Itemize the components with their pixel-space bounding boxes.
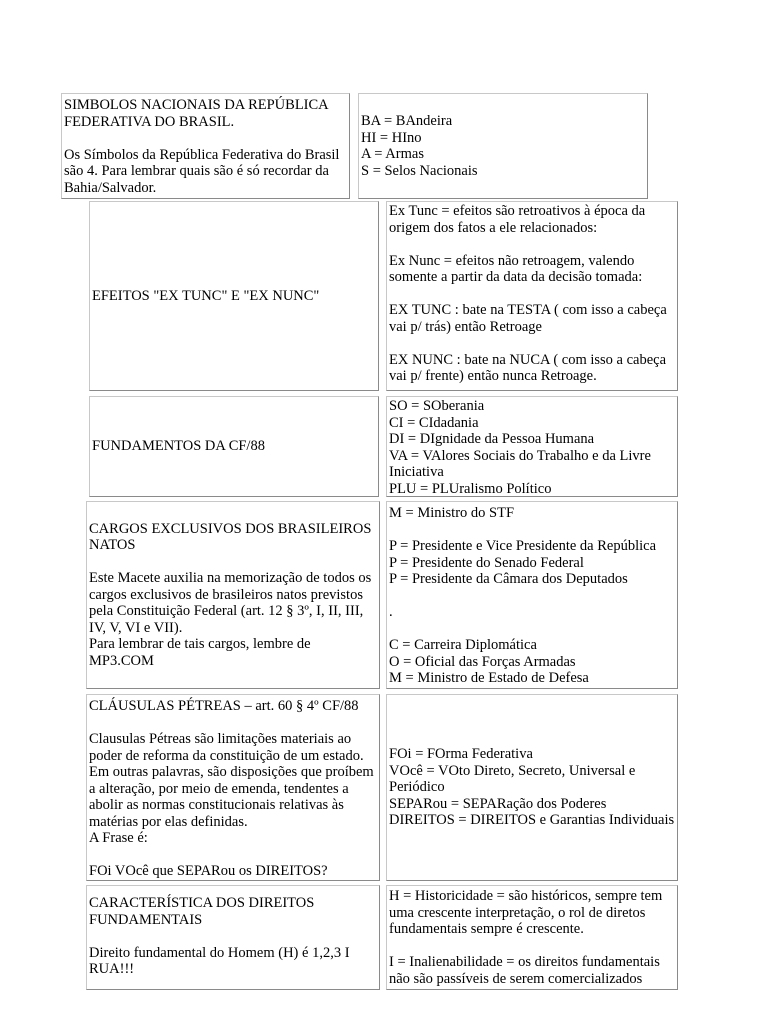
fundamentos-mnemonic-cell xyxy=(386,396,678,497)
ex-tunc-mnemonic: EX TUNC : bate na TESTA ( com isso a cabeça vai p/ trás) então Retroage xyxy=(389,302,671,335)
ex-tunc-title: EFEITOS "EX TUNC" E "EX NUNC" xyxy=(92,287,320,304)
clausulas-mnemonic-cell xyxy=(386,694,678,881)
cargos-title-cell xyxy=(86,501,380,689)
ex-nunc-definition: Ex Nunc = efeitos não retroagem, valendo somente a partir da data da decisão tomada: xyxy=(389,252,643,285)
direitos-description: Direito fundamental do Homem (H) é 1,2,3 I RUA!!! xyxy=(89,944,354,977)
ex-nunc-mnemonic: EX NUNC : bate na NUCA ( com isso a cabeça vai p/ frente) então nunca Retroage. xyxy=(389,351,670,384)
clausulas-title-cell xyxy=(86,694,380,881)
mnemonic-line: BA = BAndeira xyxy=(361,113,453,129)
mnemonic-line: PLU = PLUralismo Político xyxy=(389,480,552,497)
mnemonic-line: VA = VAlores Sociais do Trabalho e da Livre Iniciativa xyxy=(389,447,655,480)
clausulas-title: CLÁUSULAS PÉTREAS – art. 60 § 4º CF/88 xyxy=(89,698,359,714)
mnemonic-line: S = Selos Nacionais xyxy=(361,162,478,179)
mnemonic-line: DI = DIgnidade da Pessoa Humana xyxy=(389,431,595,447)
mnemonic-line: CI = CIdadania xyxy=(389,414,479,431)
ex-tunc-title-cell xyxy=(89,201,379,391)
mnemonic-line: SO = SOberania xyxy=(389,398,485,414)
mnemonic-line: VOcê = VOto Direto, Secreto, Universal e Periódico xyxy=(389,762,639,796)
mnemonic-line: SEPARou = SEPARação dos Poderes xyxy=(389,795,607,812)
clausulas-phrase-label: A Frase é: xyxy=(89,830,148,846)
mnemonic-line: C = Carreira Diplomática xyxy=(389,637,537,653)
cargos-title: CARGOS EXCLUSIVOS DOS BRASILEIROS NATOS xyxy=(89,520,376,554)
fundamentos-title: FUNDAMENTOS DA CF/88 xyxy=(92,438,265,455)
mnemonic-line: P = Presidente da Câmara dos Deputados xyxy=(389,571,628,587)
cargos-mnemonic-cell xyxy=(386,501,678,689)
clausulas-phrase: FOi VOcê que SEPARou os DIREITOS? xyxy=(89,863,328,879)
mnemonic-line: FOi = FOrma Federativa xyxy=(389,746,533,763)
mnemonic-line: O = Oficial das Forças Armadas xyxy=(389,653,576,670)
direitos-title: CARACTERÍSTICA DOS DIREITOS FUNDAMENTAIS xyxy=(89,895,318,928)
mnemonic-line: P = Presidente do Senado Federal xyxy=(389,554,584,571)
mnemonic-line: HI = HIno xyxy=(361,129,422,146)
mnemonic-line: P = Presidente e Vice Presidente da República xyxy=(389,538,657,554)
mnemonic-line: I = Inalienabilidade = os direitos fundamentais não são passíveis de serem comercializados xyxy=(389,954,664,987)
ex-tunc-description-cell xyxy=(386,201,678,391)
mnemonic-line: M = Ministro do STF xyxy=(389,505,515,521)
direitos-mnemonic-cell xyxy=(386,885,678,990)
symbols-mnemonic-cell xyxy=(358,93,648,199)
mnemonic-line: M = Ministro de Estado de Defesa xyxy=(389,670,589,686)
symbols-description: Os Símbolos da República Federativa do Brasil são 4. Para lembrar quais são é só recordar da Bahia/Salvador. xyxy=(64,146,344,196)
separator-dot: . xyxy=(389,604,393,620)
fundamentos-title-cell xyxy=(89,396,379,497)
mnemonic-line: H = Historicidade = são históricos, sempre tem uma crescente interpretação, o rol de diretos fundamentais sempre é crescente. xyxy=(389,888,666,937)
ex-tunc-definition: Ex Tunc = efeitos são retroativos à época da origem dos fatos a ele relacionados: xyxy=(389,203,649,236)
symbols-title: SIMBOLOS NACIONAIS DA REPÚBLICA FEDERATIVA DO BRASIL. xyxy=(64,97,332,130)
clausulas-description: Clausulas Pétreas são limitações materiais ao poder de reforma da constituição de um estado. Em outras palavras, são disposições que proíbem a alteração, por meio de emenda, tendentes a abolir as normas constitucionais relativas às matérias por elas definidas. xyxy=(89,731,378,830)
direitos-title-cell xyxy=(86,885,380,990)
symbols-title-cell xyxy=(61,93,350,199)
cargos-description: Este Macete auxilia na memorização de todos os cargos exclusivos de brasileiros natos previstos pela Constituição Federal (art. 12 § 3º, I, II, III, IV, V, VI e VII). xyxy=(89,570,375,636)
mnemonic-line: A = Armas xyxy=(361,146,424,162)
cargos-hint: Para lembrar de tais cargos, lembre de MP3.COM xyxy=(89,636,315,669)
mnemonic-line: DIREITOS = DIREITOS e Garantias Individuais xyxy=(389,812,675,829)
